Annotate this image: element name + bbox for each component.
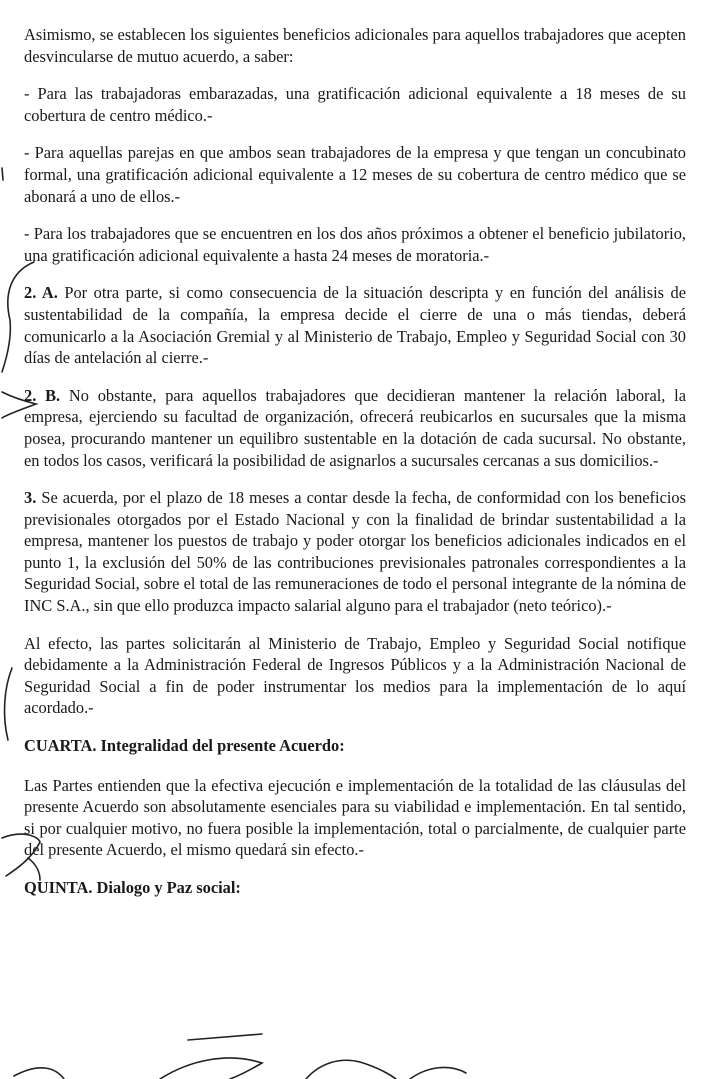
- clause-2a-text: Por otra parte, si como consecuencia de la situación descripta y en función del análisis de sustentabilidad de la compañía, la empresa decide el cierre de una o más tiendas, deberá comunicarlo a la Asociación Gremial y al Ministerio de Trabajo, Empleo y Seguridad Social con 30 días de antelación al cierre.-: [24, 283, 686, 368]
- paragraph-cuarta: Las Partes entienden que la efectiva ejecución e implementación de la totalidad de las cláusulas del presente Acuerdo son absolutamente esenciales para su viabilidad e implementación. En tal sentido, si por cualquier motivo, no fuera posible la implementación, total o parcialmente, de cualquier parte del presente Acuerdo, el mismo quedará sin efecto.-: [24, 775, 686, 860]
- paragraph-efecto: Al efecto, las partes solicitarán al Ministerio de Trabajo, Empleo y Seguridad Social notifique debidamente a la Administración Federal de Ingresos Públicos y a la Administración Nacional de Seguridad Social a fin de poder instrumentar los medios para la implementación de lo aquí acordado.-: [24, 633, 686, 718]
- heading-cuarta: CUARTA. Integralidad del presente Acuerdo:: [24, 736, 345, 756]
- paragraph-jubilatorio: - Para los trabajadores que se encuentren en los dos años próximos a obtener el beneficio jubilatorio, una gratificación adicional equivalente a hasta 24 meses de moratoria.-: [24, 224, 686, 265]
- margin-tick-mark: [2, 168, 3, 180]
- paragraph-embarazadas: - Para las trabajadoras embarazadas, una gratificación adicional equivalente a 18 meses de su cobertura de centro médico.-: [24, 84, 686, 125]
- signature-scribble-2: [160, 1058, 262, 1079]
- signature-scribble-4: [410, 1067, 466, 1079]
- clause-2a: [24, 282, 686, 368]
- clause-2b-text: No obstante, para aquellos trabajadores que decidieran mantener la relación laboral, la empresa, ejerciendo su facultad de organización, ofrecerá reubicarlos en sucursales que la misma posea, procurando mantener un equilibro sustentable en la dotación de cada sucursal. No obstante, en todos los casos, verificará la posibilidad de asignarlos a sucursales cercanas a sus domicilios.-: [24, 385, 686, 470]
- heading-quinta: QUINTA. Dialogo y Paz social:: [24, 878, 241, 897]
- clause-3-text: Se acuerda, por el plazo de 18 meses a contar desde la fecha, de conformidad con los beneficios previsionales otorgados por el Estado Nacional y con la finalidad de brindar sustentabilidad a la empresa, mantener los puestos de trabajo y poder otorgar los beneficios adicionales indicados en el punto 1, la exclusión del 50% de las contribuciones previsionales patronales correspondientes a la Seguridad Social, sobre el total de las remuneraciones de todo el personal integrante de la nómina de INC S.A., sin que ello produzca impacto salarial alguno para el trabajador (neto teórico).-: [24, 488, 686, 616]
- signature-scribble-1: [14, 1068, 64, 1079]
- paragraph-parejas: - Para aquellas parejas en que ambos sean trabajadores de la empresa y que tengan un concubinato formal, una gratificación adicional equivalente a 12 meses de su cobertura de centro médico que se abonará a uno de ellos.-: [24, 143, 686, 206]
- clause-2a-label: 2. A.: [24, 283, 58, 303]
- paragraph-intro: Asimismo, se establecen los siguientes beneficios adicionales para aquellos trabajadores que acepten desvincularse de mutuo acuerdo, a saber:: [24, 25, 686, 66]
- document-page: [24, 24, 686, 917]
- clause-2b-label: 2. B.: [24, 385, 61, 405]
- clause-2b: [24, 385, 686, 471]
- signature-scribble-3: [306, 1060, 396, 1079]
- clause-3: [24, 487, 686, 617]
- clause-3-label: 3.: [24, 488, 37, 508]
- strike-through-mark: [188, 1034, 262, 1040]
- margin-bracket-mark-3: [5, 668, 12, 740]
